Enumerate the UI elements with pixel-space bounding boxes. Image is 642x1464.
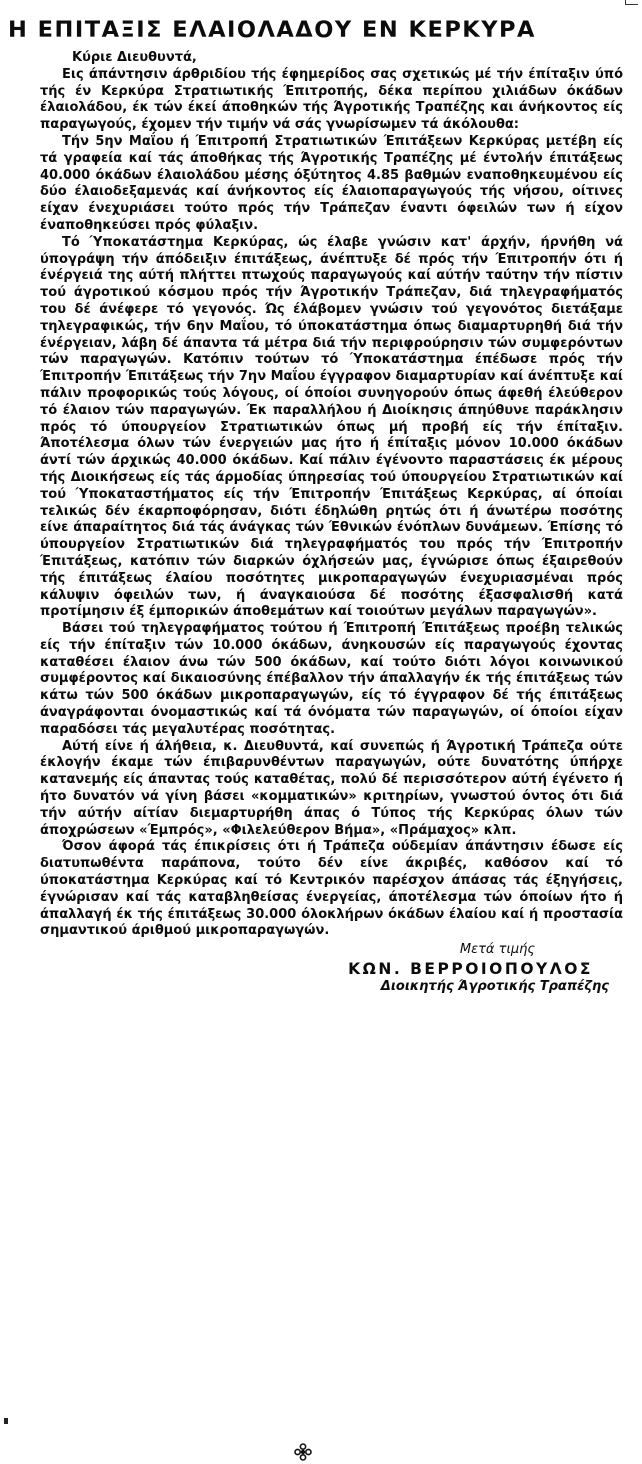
signature-block (40, 942, 623, 996)
paragraph-telegram: Βάσει τού τηλεγραφήματος τούτου ή Έπιτροπή Έπιτάξεως προέβη τελικώς είς τήν έπίταξιν τών 10.000 όκάδων, άνηκουσών είς παραγωγούς έχοντας καταθέσει έλαιον άνω τών 500 όκάδων, καί τούτο διότι λόγοι κοινωνικού συμφέροντος καί δικαιοσύνης έπέβαλλον τήν άπαλλαγήν έκ τής έπιτάξεως τών κάτω τών 500 όκάδων μικροπαραγωγών, είς τό έγγραφον δέ τής έπιτάξεως άναγράφονται όνομαστικώς καί τά όνόματα τών παραγωγών, οί όποίοι είχαν παραδόσει τάς μεγαλυτέρας ποσότητας. (40, 621, 623, 737)
margin-ink-mark (4, 1418, 8, 1424)
paragraph-requisition: Τήν 5ην Μαΐου ή Έπιτροπή Στρατιωτικών Έπιτάξεων Κερκύρας μετέβη είς τά γραφεία καί τάς άποθήκας τής Άγροτικής Τραπέζης μέ έντολήν έπιτάξεως 40.000 όκάδων έλαιολάδου μέσης όξύτητος 4.85 βαθμών εναποθηκευμένου είς δύο έλαιοδεξαμενάς καί άνήκοντος είς έλαιοπαραγωγούς τής νήσου, οίτινες είχαν ένεχυριάσει τούτο πρός τήν Τράπεζαν έναντι όφειλών των ή είχον έναποθηκεύσει πρός φύλαξιν. (40, 133, 623, 233)
paragraph-truth: Αύτή είνε ή άλήθεια, κ. Διευθυντά, καί συνεπώς ή Άγροτική Τράπεζα ούτε έκλογήν έκαμε τών έπιβαρυνθέντων παραγωγών, ούτε δυνατότης ύπήρχε κατανεμής είς άπαντας τούς καταθέτας, πολύ δέ περισσότερον αύτή έγένετο ή ήτο δυνατόν νά γίνη βάσει «κομματικών» κριτηρίων, γνωστού όντος ότι διά τήν αύτήν αίτίαν διεμαρτυρήθη άπας ό Τύπος τής Κερκύρας όλων τών άποχρώσεων «Έμπρός», «Φιλελεύθερον Βήμα», «Πράμαχος» κλπ. (40, 738, 623, 838)
corner-crop-mark (625, 0, 638, 5)
signer-title: Διοικητής Άγροτικής Τραπέζης (380, 979, 609, 995)
article-headline: Η ΕΠΙΤΑΞΙΣ ΕΛΑΙΟΛΑΔΟΥ ΕΝ ΚΕΡΚΥΡΑ (8, 17, 536, 43)
flower-ornament-icon (294, 1443, 312, 1461)
paragraph-criticism: Όσον άφορά τάς έπικρίσεις ότι ή Τράπεζα ούδεμίαν άπάντησιν έδωσε είς διατυπωθέντα παράπονα, τούτο δέν είνε άκριβές, καθόσον καί τό ύποκατάστημα Κερκύρας καί τό Κεντρικόν παρέσχον άπάσας τάς έξηγήσεις, έγνώρισαν καί τάς καταβληθείσας ένεργείας, άποτέλεσμα τών όποίων ήτο ή άπαλλαγή έκ τής έπιτάξεως 30.000 όλοκλήρων όκάδων έλαίου καί ή προστασία σημαντικού άριθμού μικροπαραγωγών. (40, 839, 623, 939)
letter-body (40, 50, 623, 996)
closing-greeting: Μετά τιμής (459, 942, 535, 958)
salutation: Κύριε Διευθυντά, (72, 50, 197, 65)
paragraph-intro: Εις άπάντησιν άρθριδίου τής έφημερίδος σας σχετικώς μέ τήν έπίταξιν ύπό τής έν Κερκύρα Στρατιωτικής Έπιτροπής, δέκα περίπου χιλιάδων όκάδων έλαιολάδου, έκ τών έκεί άποθηκών τής Άγροτικής Τραπέζης και άνήκοντος είς παραγωγούς, έχομεν τήν τιμήν νά σάς γνωρίσωμεν τά άκόλουθα: (40, 66, 623, 133)
paragraph-branch-actions: Τό Ύποκατάστημα Κερκύρας, ώς έλαβε γνώσιν κατ' άρχήν, ήρνήθη νά ύπογράψη τήν άπόδειξιν έπιτάξεως, άνέπτυξε δέ πρός τήν Έπιτροπήν ότι ή ένέργειά της αύτή πλήττει πτωχούς παραγωγούς καί αύτήν ταύτην τήν πίστιν τού άγροτικού κόσμου πρός τήν Άγροτικήν Τράπεζαν, διά τηλεγραφήματός του δέ άνέφερε τό γεγονός. Ώς έλάβομεν γνώσιν τού γεγονότος διετάξαμε τηλεγραφικώς, τήν 6ην Μαΐου, τό ύποκατάστημα όπως διαμαρτυρηθή διά τήν ένέργειαν, λάβη δέ άπαντα τά μέτρα διά τήν περιφρούρησιν τών συμφερόντων τών παραγωγών. Κατόπιν τούτων τό Ύποκατάστημα έπέδωσε πρός τήν Έπιτροπήν Έπιτάξεως τήν 7ην Μαΐου έγγραφον διαμαρτυρίαν καί άνέπτυξε καί πάλιν προφορικώς τούς λόγους, οί όποίοι συνηγορούν όπως άφεθή έλεύθερον τό έλαιον τών παραγωγών. Έκ παραλλήλου ή Διοίκησις άπηύθυνε παράκλησιν πρός τό ύπουργείον Στρατιωτικών όπως μή προβή είς τήν έπίταξιν. Άποτέλεσμα όλων τών ένεργειών μας ήτο ή έπίταξις μόνον 10.000 όκάδων άντί τών άρχικώς 40.000 όκάδων. Καί πάλιν έγένοντο παραστάσεις έκ μέρους τής Διοικήσεως είς τάς άρμοδίας ύπηρεσίας τού ύπουργείου Στρατιωτικών καί τού Ύποκαταστήματος είς τήν Έπιτροπήν Έπιτάξεως Κερκύρας, αί όποίαι τελικώς δέν έκαρποφόρησαν, διότι έδηλώθη ρητώς ότι ή άνωτέρω ποσότης είνε άπαραίτητος διά τάς άνάγκας τών Έθνικών ένόπλων δυνάμεων. Έπίσης τό ύπουργείον Στρατιωτικών διά τηλεγραφήματός του πρός τήν Έπιτροπήν Έπιτάξεως, κατόπιν τών διαρκών όχλήσεών μας, έγνώρισε όπως έξαιρεθούν τής έπιτάξεως έλαίου ποσότητες μικροπαραγωγών ένεχυριασμέναι πρός κάλυψιν όφειλών των, ή άναγκαιούσα δέ ποσότης έξασφαλισθή κατά προτίμησιν έξ έμπορικών άποθεμάτων καί τοιούτων μεγάλων παραγωγών». (40, 234, 623, 620)
signer-name: ΚΩΝ. ΒΕΡΡΟΙΟΠΟΥΛΟΣ (348, 960, 593, 979)
